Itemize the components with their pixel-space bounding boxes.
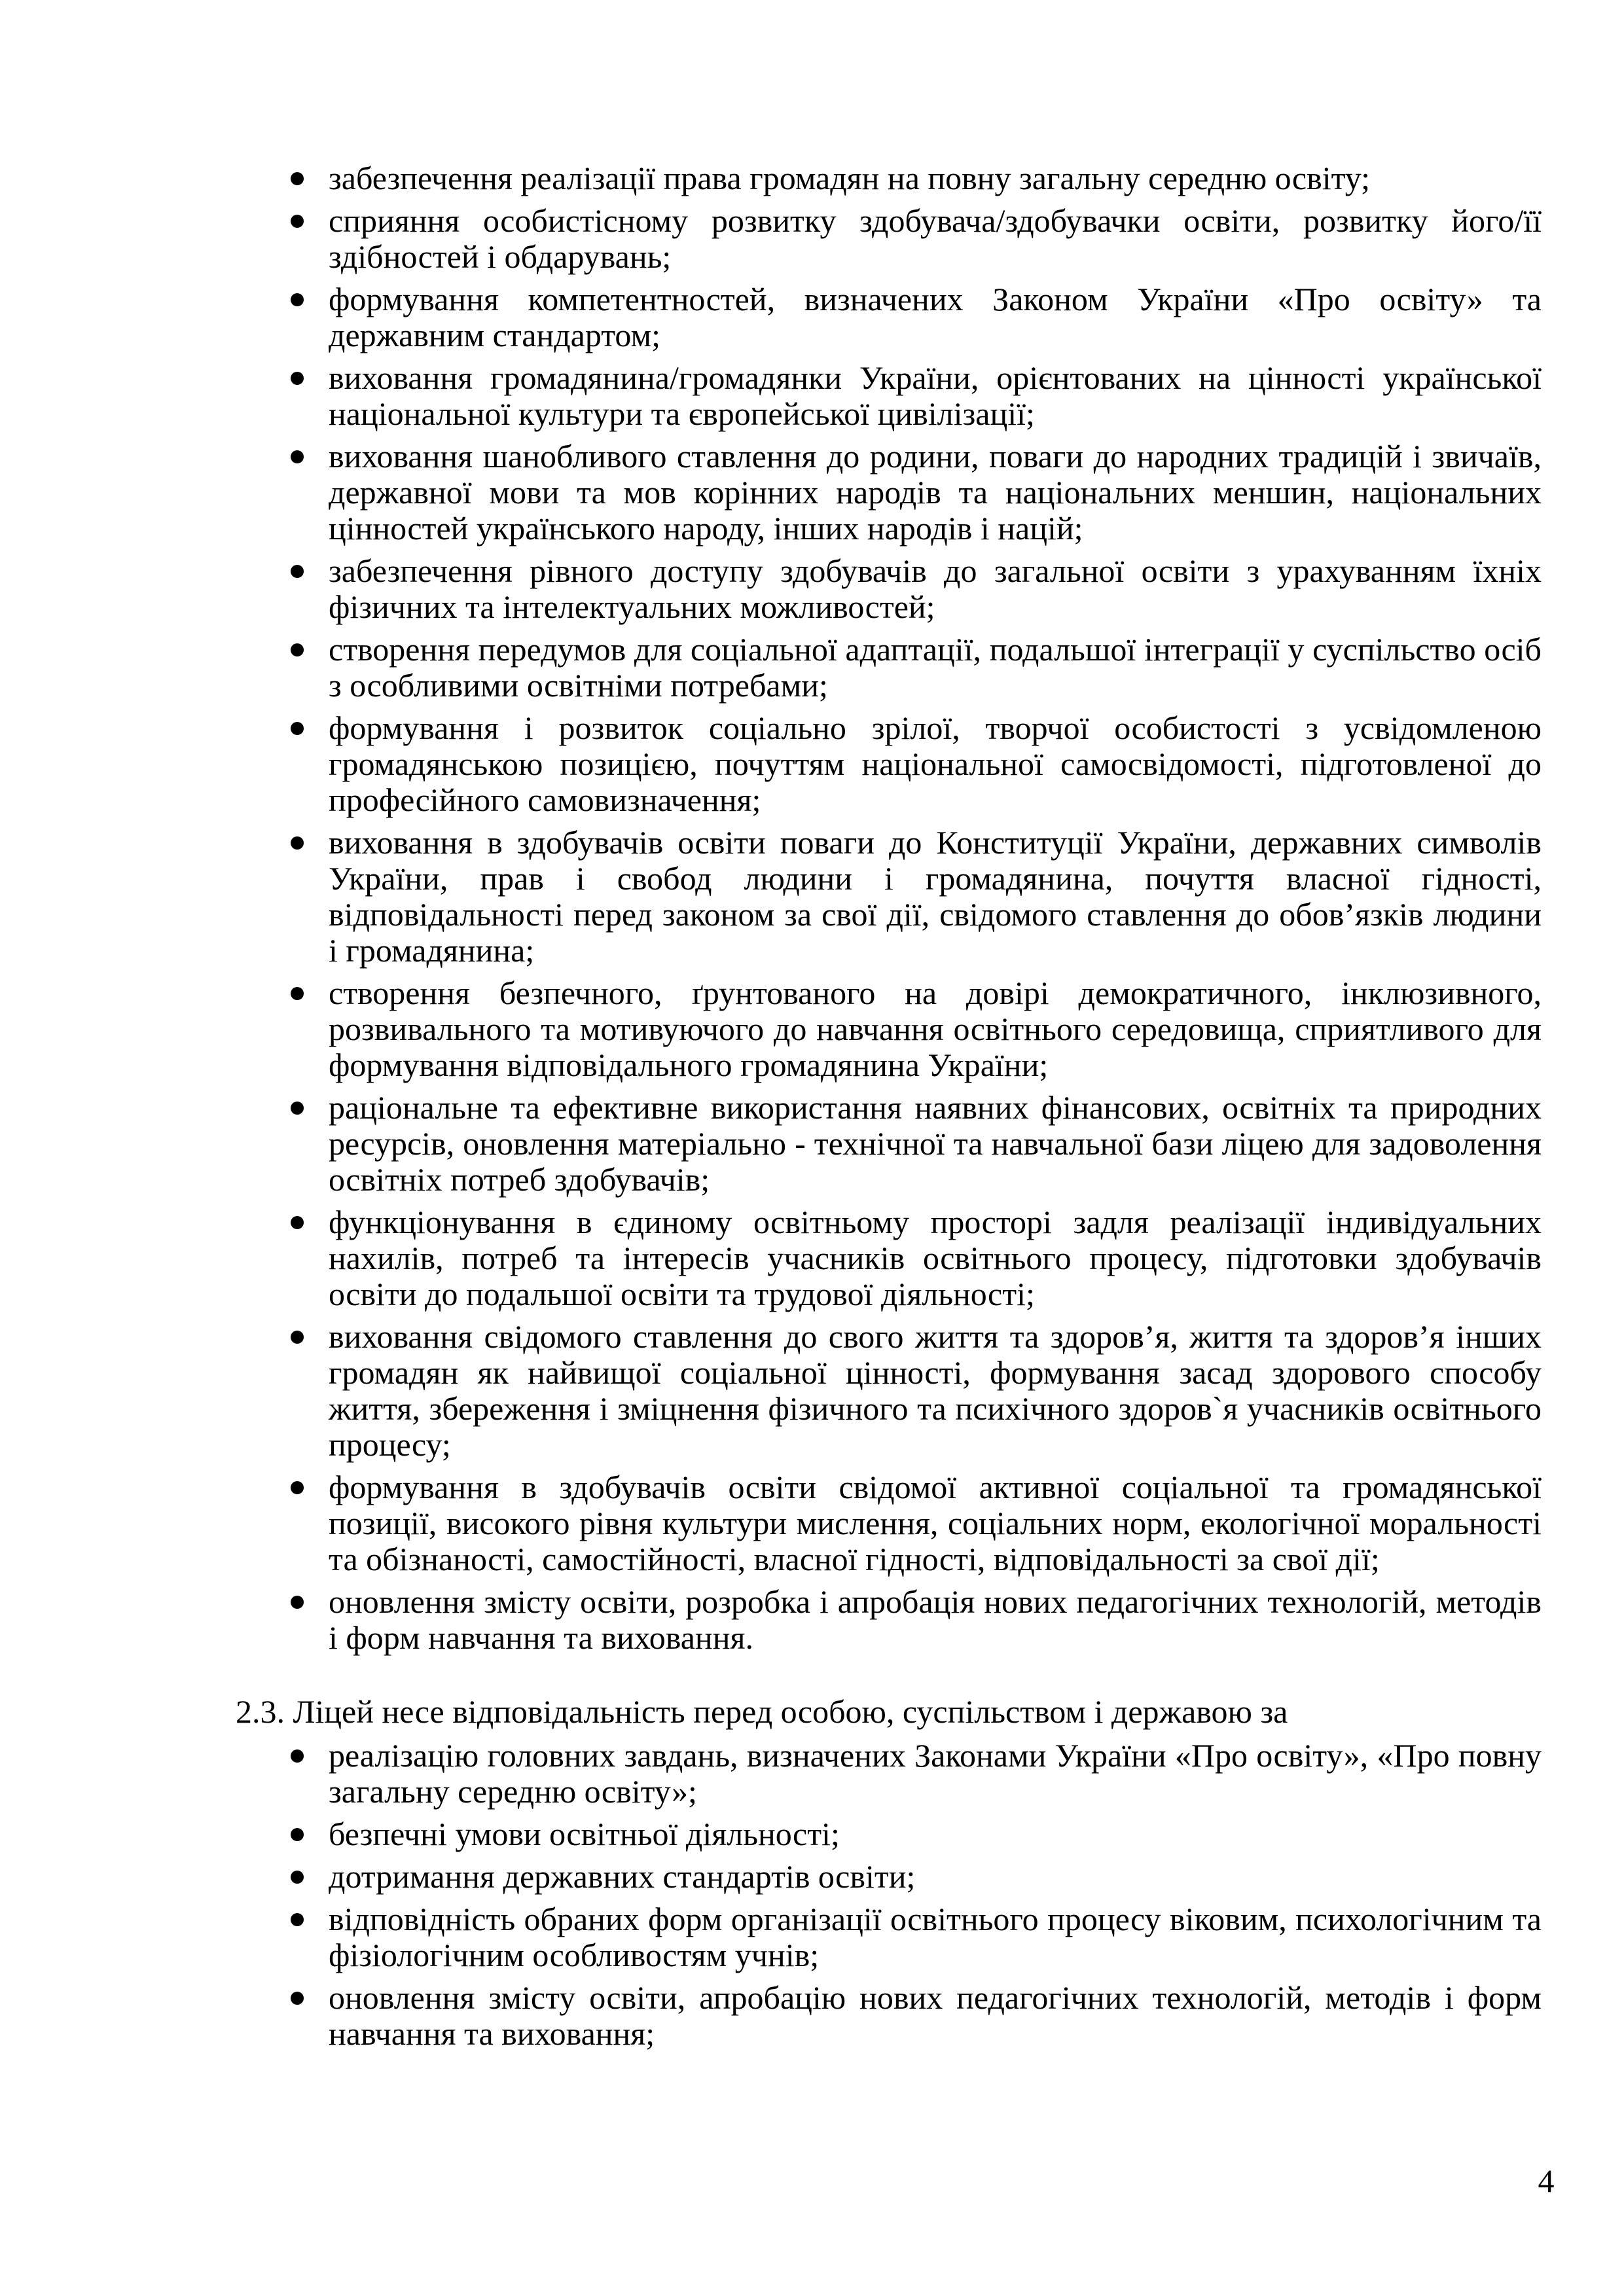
list-item-text: формування в здобувачів освіти свідомої активної соціальної та громадянської позиції, високого рівня культури мислення, соціальних норм, екологічної моральності та обізнаності, самостійності, власної гідності, відповідальності за свої дії; bbox=[329, 1469, 1542, 1577]
bullet-icon bbox=[291, 1481, 304, 1494]
bullet-icon bbox=[291, 215, 304, 228]
list-item bbox=[288, 1738, 1542, 1810]
page-number: 4 bbox=[1538, 2162, 1555, 2199]
list-item-text: виховання шанобливого ставлення до родини, поваги до народних традицій і звичаїв, державної мови та мов корінних народів та національних меншин, національних цінностей українського народу, інших народів і націй; bbox=[329, 438, 1542, 547]
bullet-icon bbox=[291, 1992, 304, 2005]
list-item-text: сприяння особистісному розвитку здобувача/здобувачки освіти, розвитку його/її здібностей і обдарувань; bbox=[329, 202, 1542, 275]
list-item bbox=[288, 1319, 1542, 1463]
list-item bbox=[288, 710, 1542, 818]
bullet-icon bbox=[291, 450, 304, 463]
bullet-icon bbox=[291, 565, 304, 578]
list-item-text: створення передумов для соціальної адаптації, подальшої інтеграції у суспільство осіб з особливими освітніми потребами; bbox=[329, 631, 1542, 704]
list-item bbox=[288, 281, 1542, 353]
section-2-3-heading: 2.3. Ліцей несе відповідальність перед особою, суспільством і державою за bbox=[236, 1693, 1288, 1730]
list-item bbox=[288, 1980, 1542, 2052]
bullet-icon bbox=[291, 1749, 304, 1763]
list-item-text: забезпечення рівного доступу здобувачів до загальної освіти з урахуванням їхніх фізичних та інтелектуальних можливостей; bbox=[329, 552, 1542, 625]
list-item bbox=[288, 439, 1542, 547]
bullet-icon bbox=[291, 172, 304, 185]
bullet-icon bbox=[291, 987, 304, 1000]
list-item-text: дотримання державних стандартів освіти; bbox=[329, 1858, 916, 1895]
bullet-icon bbox=[291, 1596, 304, 1609]
bullet-icon bbox=[291, 722, 304, 735]
list-item-text: реалізацію головних завдань, визначених Законами України «Про освіту», «Про повну загальну середню освіту»; bbox=[329, 1737, 1542, 1810]
bullet-icon bbox=[291, 1828, 304, 1841]
list-item-text: відповідність обраних форм організації освітнього процесу віковим, психологічним та фізіологічним особливостям учнів; bbox=[329, 1901, 1542, 1973]
list-item-text: виховання свідомого ставлення до свого життя та здоров’я, життя та здоров’я інших громадян як найвищої соціальної цінності, формування засад здорового способу життя, збереження і зміцнення фізичного та психічного здоров`я учасників освітнього процесу; bbox=[329, 1318, 1542, 1463]
list-item bbox=[288, 1204, 1542, 1312]
bullet-icon bbox=[291, 1871, 304, 1884]
list-item-text: створення безпечного, ґрунтованого на довірі демократичного, інклюзивного, розвивального та мотивуючого до навчання освітнього середовища, сприятливого для формування відповідального громадянина України; bbox=[329, 975, 1542, 1083]
list-item bbox=[288, 553, 1542, 625]
list-item bbox=[288, 632, 1542, 704]
list-item bbox=[288, 1090, 1542, 1198]
list-item bbox=[288, 160, 1542, 196]
list-item bbox=[288, 1584, 1542, 1656]
bullet-icon bbox=[291, 293, 304, 306]
bullet-icon bbox=[291, 1102, 304, 1115]
list-item-text: оновлення змісту освіти, розробка і апробація нових педагогічних технологій, методів і форм навчання та виховання. bbox=[329, 1583, 1542, 1656]
list-item-text: формування компетентностей, визначених Законом України «Про освіту» та державним стандартом; bbox=[329, 281, 1542, 353]
bullet-icon bbox=[291, 372, 304, 385]
bullet-icon bbox=[291, 1216, 304, 1229]
list-item-text: виховання в здобувачів освіти поваги до Конституції України, державних символів України, прав і свобод людини і громадянина, почуття власної гідності, відповідальності перед законом за свої дії, свідомого ставлення до обов’язків людини і громадянина; bbox=[329, 824, 1542, 969]
list-item-text: функціонування в єдиному освітньому просторі задля реалізації індивідуальних нахилів, потреб та інтересів учасників освітнього процесу, підготовки здобувачів освіти до подальшої освіти та трудової діяльності; bbox=[329, 1204, 1542, 1312]
list-item bbox=[288, 1469, 1542, 1577]
list-item-text: раціональне та ефективне використання наявних фінансових, освітніх та природних ресурсів, оновлення матеріально - технічної та навчальної бази ліцею для задоволення освітніх потреб здобувачів; bbox=[329, 1089, 1542, 1198]
list-item bbox=[288, 1901, 1542, 1973]
list-item-text: формування і розвиток соціально зрілої, творчої особистості з усвідомленою громадянською позицією, почуттям національної самосвідомості, підготовленої до професійного самовизначення; bbox=[329, 709, 1542, 818]
list-item-text: безпечні умови освітньої діяльності; bbox=[329, 1816, 840, 1852]
list-item bbox=[288, 360, 1542, 432]
list-item-text: забезпечення реалізації права громадян на повну загальну середню освіту; bbox=[329, 160, 1371, 196]
list-item bbox=[288, 1859, 1542, 1895]
bullet-icon bbox=[291, 1913, 304, 1926]
list-item bbox=[288, 825, 1542, 969]
list-item bbox=[288, 203, 1542, 275]
list-item-text: виховання громадянина/громадянки України, орієнтованих на цінності української національної культури та європейської цивілізації; bbox=[329, 359, 1542, 432]
bullet-icon bbox=[291, 643, 304, 656]
list-item bbox=[288, 1816, 1542, 1852]
responsibility-list bbox=[288, 1738, 1542, 2052]
bullet-icon bbox=[291, 836, 304, 850]
list-item-text: оновлення змісту освіти, апробацію нових педагогічних технологій, методів і форм навчання та виховання; bbox=[329, 1979, 1542, 2052]
tasks-list bbox=[288, 160, 1542, 1656]
bullet-icon bbox=[291, 1331, 304, 1344]
list-item bbox=[288, 975, 1542, 1083]
